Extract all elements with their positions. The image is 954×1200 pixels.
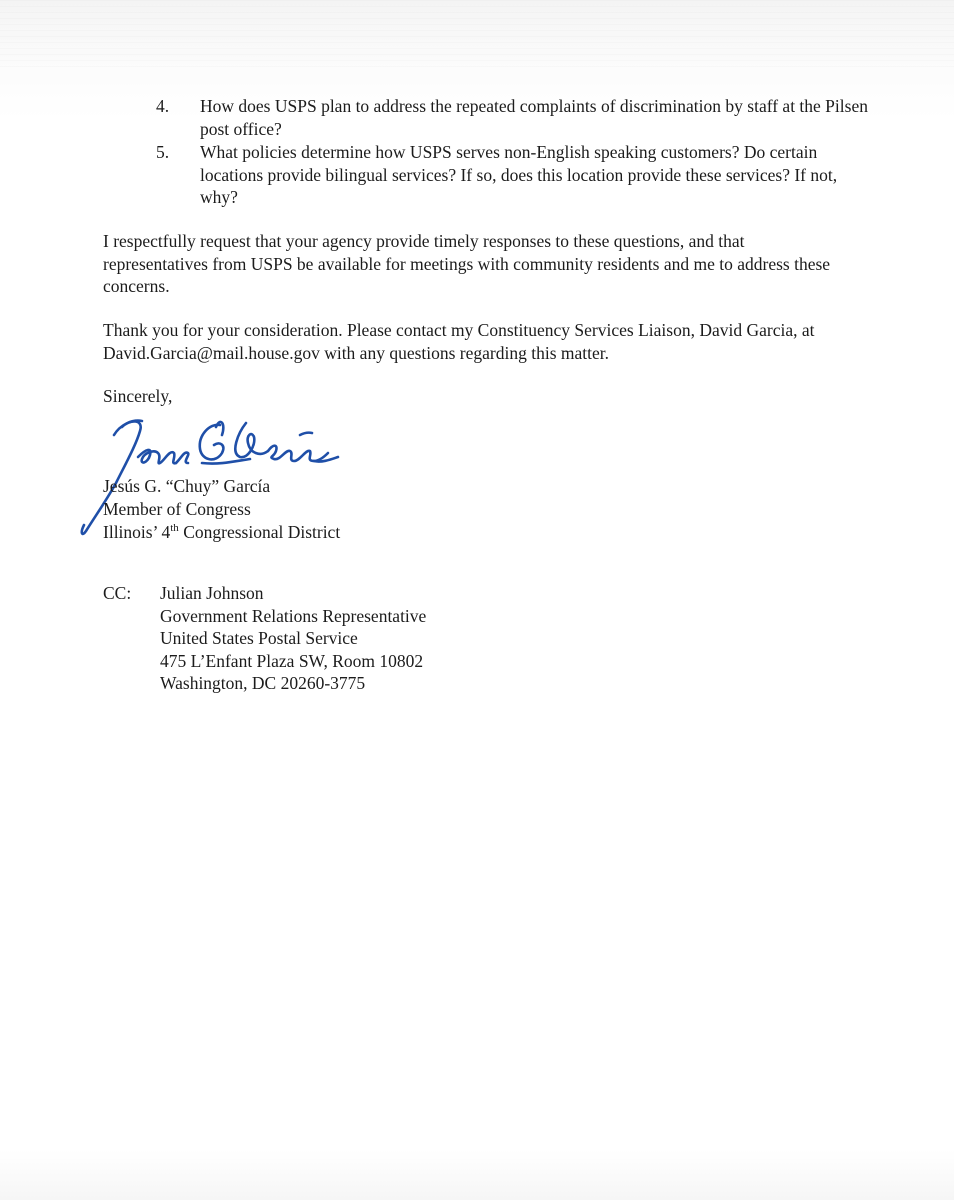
cc-line: Julian Johnson bbox=[160, 583, 264, 603]
district-suffix: Congressional District bbox=[178, 522, 341, 542]
cc-label: CC: bbox=[103, 583, 132, 603]
question-text: What policies determine how USPS serves non-English speaking customers? Do certain locations provide bilingual services? If so, does this location provide these services? If not, why? bbox=[200, 142, 838, 207]
question-text: How does USPS plan to address the repeated complaints of discrimination by staff at the Pilsen post office? bbox=[200, 96, 868, 139]
cc-line: United States Postal Service bbox=[160, 628, 358, 648]
cc-recipient-block bbox=[160, 582, 426, 695]
question-number: 4. bbox=[156, 96, 170, 116]
district-superscript: th bbox=[170, 522, 179, 535]
scan-artifact bbox=[0, 0, 954, 70]
district-prefix: Illinois’ 4 bbox=[103, 522, 171, 542]
signer-block bbox=[103, 475, 340, 544]
thanks-paragraph: Thank you for your consideration. Please contact my Constituency Services Liaison, David Garcia, at David.Garcia@mail.house.gov with any questions regarding this matter. bbox=[103, 320, 815, 363]
request-paragraph: I respectfully request that your agency provide timely responses to these questions, and that representatives from USPS be available for meetings with community residents and me to address these concerns. bbox=[103, 231, 831, 296]
signer-district bbox=[103, 521, 340, 544]
cc-line: 475 L’Enfant Plaza SW, Room 10802 bbox=[160, 650, 424, 671]
signer-name: Jesús G. “Chuy” García bbox=[103, 476, 271, 496]
closing: Sincerely, bbox=[103, 386, 173, 406]
signer-title: Member of Congress bbox=[103, 499, 251, 519]
question-number: 5. bbox=[156, 142, 170, 162]
cc-line: Washington, DC 20260-3775 bbox=[160, 673, 366, 693]
cc-line: Government Relations Representative bbox=[160, 605, 427, 626]
